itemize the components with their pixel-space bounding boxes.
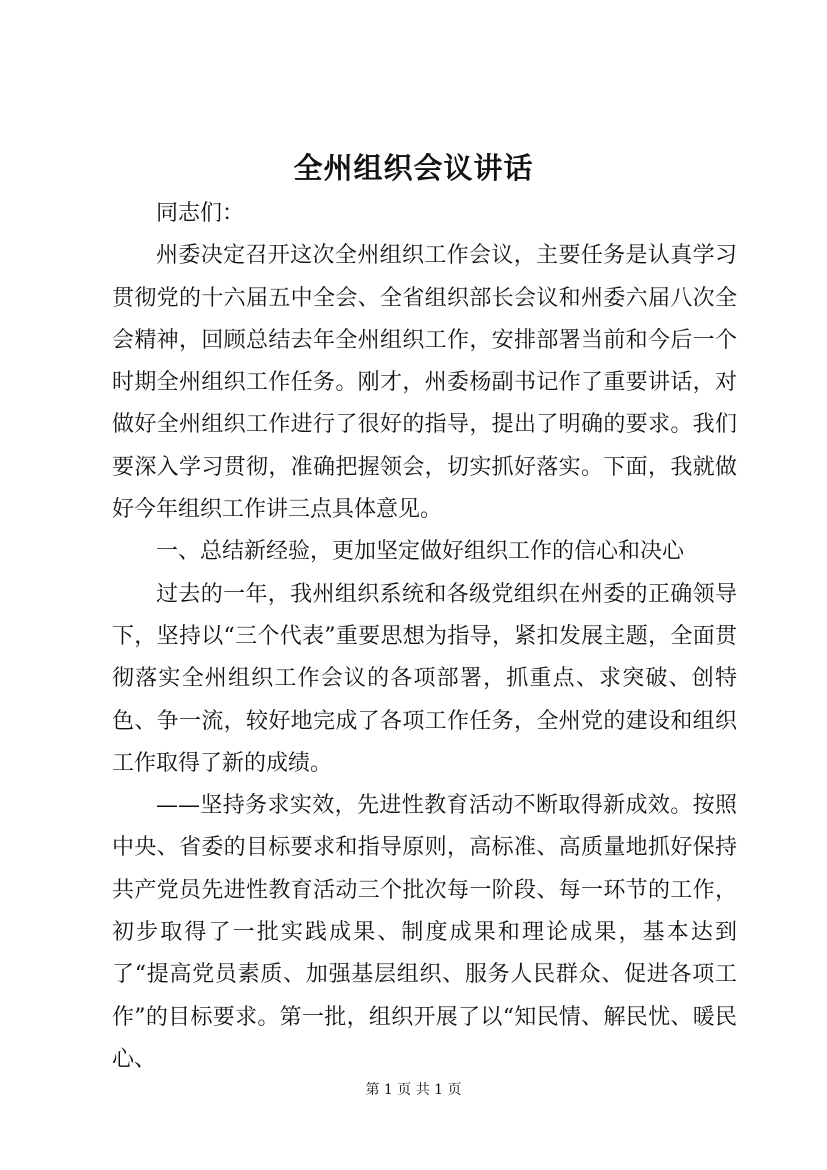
document-body [112, 193, 737, 1081]
page-footer: 第 1 页 共 1 页 [365, 1082, 462, 1098]
salutation-paragraph: 同志们： [156, 201, 245, 226]
intro-paragraph: 州委决定召开这次全州组织工作会议，主要任务是认真学习贯彻党的十六届五中全会、全省组织部长会议和州委六届八次全会精神，回顾总结去年全州组织工作，安排部署当前和今后一个时期全州组织工作任务。刚才，州委杨副书记作了重要讲话，对做好全州组织工作进行了很好的指导，提出了明确的要求。我们要深入学习贯彻，准确把握领会，切实抓好落实。下面，我就做好今年组织工作讲三点具体意见。 [112, 243, 737, 523]
achievement-paragraph: ——坚持务求实效，先进性教育活动不断取得新成效。按照中央、省委的目标要求和指导原则，高标准、高质量地抓好保持共产党员先进性教育活动三个批次每一阶段、每一环节的工作，初步取得了一批实践成果、制度成果和理论成果，基本达到了“提高党员素质、加强基层组织、服务人民群众、促进各项工作”的目标要求。第一批，组织开展了以“知民情、解民忧、暖民心、 [112, 793, 737, 1072]
section-heading-1: 一、总结新经验，更加坚定做好组织工作的信心和决心 [156, 539, 685, 565]
document-title: 全州组织会议讲话 [293, 151, 534, 185]
review-paragraph: 过去的一年，我州组织系统和各级党组织在州委的正确领导下，坚持以“三个代表”重要思想为指导，紧扣发展主题，全面贯彻落实全州组织工作会议的各项部署，抓重点、求突破、创特色、争一流，较好地完成了各项工作任务，全州党的建设和组织工作取得了新的成绩。 [112, 581, 737, 776]
